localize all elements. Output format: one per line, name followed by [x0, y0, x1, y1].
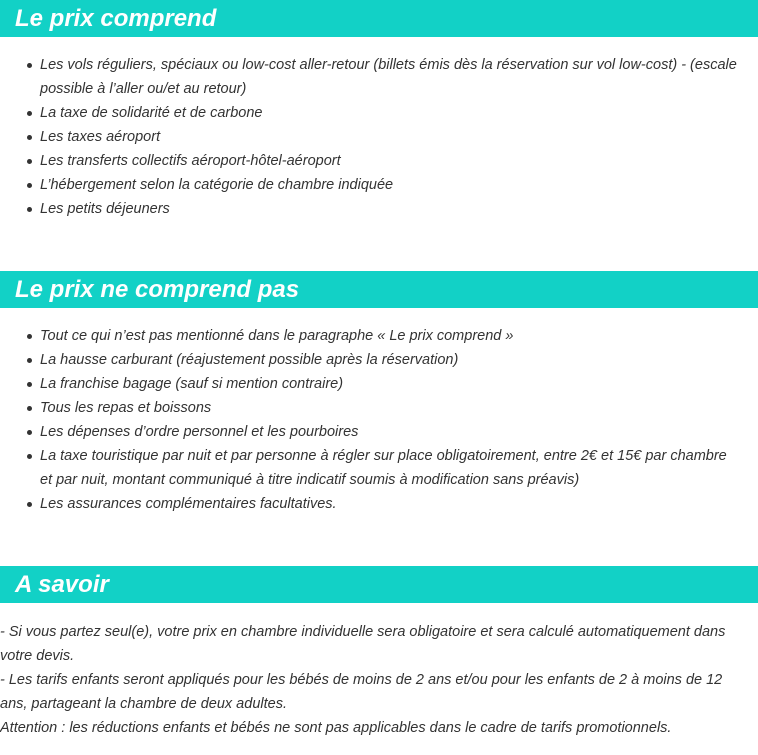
section-header-a-savoir: [0, 566, 758, 603]
list-item: Les assurances complémentaires facultatives.: [40, 492, 758, 516]
list-item: Tous les repas et boissons: [40, 396, 758, 420]
list-item: La franchise bagage (sauf si mention contraire): [40, 372, 758, 396]
section-header-prix-ne-comprend-pas: [0, 271, 758, 308]
note-paragraph: Attention : les réductions enfants et bébés ne sont pas applicables dans le cadre de tarifs promotionnels.: [0, 720, 672, 736]
list-item: L’hébergement selon la catégorie de chambre indiquée: [40, 173, 758, 197]
section-title: A savoir: [15, 571, 109, 598]
list-item: Les transferts collectifs aéroport-hôtel-aéroport: [40, 149, 758, 173]
included-list: [0, 53, 758, 221]
section-header-prix-comprend: [0, 0, 758, 37]
list-item: La hausse carburant (réajustement possible après la réservation): [40, 348, 758, 372]
list-item: Les taxes aéroport: [40, 125, 758, 149]
section-title: Le prix comprend: [15, 5, 217, 32]
list-item: Tout ce qui n’est pas mentionné dans le paragraphe « Le prix comprend »: [40, 324, 758, 348]
note-paragraph: - Si vous partez seul(e), votre prix en chambre individuelle sera obligatoire et sera calculé automatiquement dans votre devis.: [0, 624, 726, 664]
list-item: La taxe touristique par nuit et par personne à régler sur place obligatoirement, entre 2€ et 15€ par chambre et par nuit, montant communiqué à titre indicatif soumis à modification sans préavis): [40, 444, 758, 492]
section-title: Le prix ne comprend pas: [15, 276, 300, 303]
a-savoir-notes: [0, 620, 758, 740]
list-item: La taxe de solidarité et de carbone: [40, 101, 758, 125]
list-item: Les vols réguliers, spéciaux ou low-cost aller-retour (billets émis dès la réservation sur vol low-cost) - (escale possible à l’aller ou/et au retour): [40, 53, 758, 101]
list-item: Les dépenses d’ordre personnel et les pourboires: [40, 420, 758, 444]
list-item: Les petits déjeuners: [40, 197, 758, 221]
excluded-list: [0, 324, 758, 516]
note-paragraph: - Les tarifs enfants seront appliqués pour les bébés de moins de 2 ans et/ou pour les enfants de 2 à moins de 12 ans, partageant la chambre de deux adultes.: [0, 672, 723, 712]
